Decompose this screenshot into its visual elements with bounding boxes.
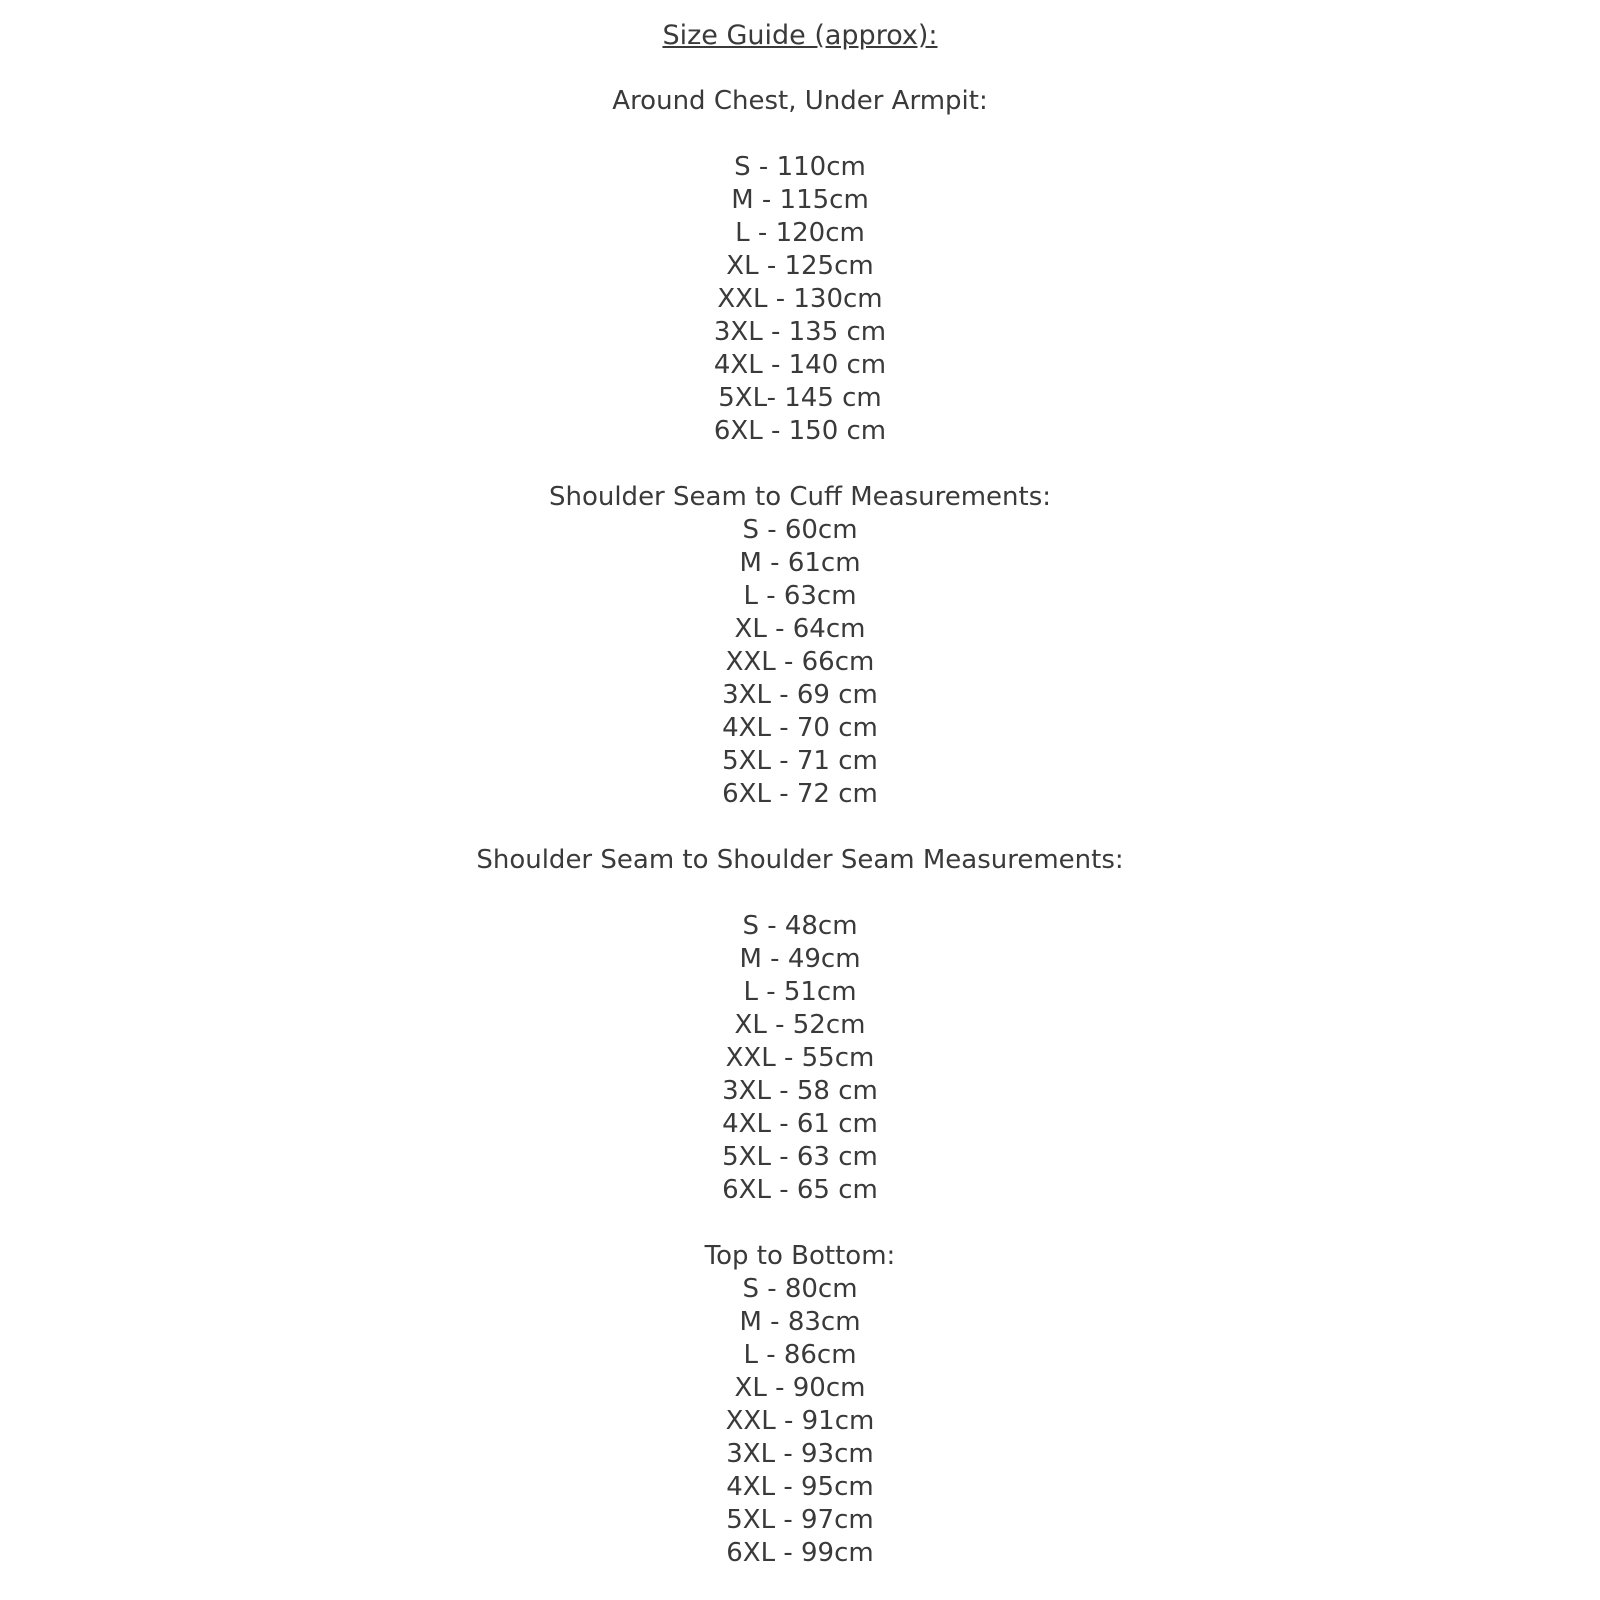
section-around-chest <box>0 85 1600 448</box>
size-line: 3XL - 93cm <box>726 1439 874 1469</box>
size-line: XL - 52cm <box>734 1010 866 1040</box>
size-line: 4XL - 61 cm <box>722 1109 878 1139</box>
size-line: 5XL - 71 cm <box>722 746 878 776</box>
size-guide-title: Size Guide (approx): <box>662 20 938 51</box>
size-line: S - 110cm <box>734 152 866 182</box>
size-line: XXL - 66cm <box>725 647 875 677</box>
size-line: 4XL - 95cm <box>726 1472 874 1502</box>
size-line: S - 60cm <box>742 515 858 545</box>
size-line: S - 80cm <box>742 1274 858 1304</box>
size-list-shoulder-to-shoulder <box>0 910 1600 1207</box>
size-line: 4XL - 140 cm <box>713 350 887 380</box>
size-line: XL - 125cm <box>726 251 874 281</box>
size-line: M - 61cm <box>739 548 861 578</box>
size-line: 6XL - 99cm <box>726 1538 874 1568</box>
size-line: S - 48cm <box>742 911 858 941</box>
size-line: XL - 90cm <box>734 1373 866 1403</box>
size-line: 6XL - 65 cm <box>722 1175 878 1205</box>
size-line: M - 83cm <box>739 1307 861 1337</box>
size-line: M - 49cm <box>739 944 861 974</box>
size-line: L - 51cm <box>743 977 857 1007</box>
size-line: XXL - 91cm <box>725 1406 875 1436</box>
size-line: XXL - 55cm <box>725 1043 875 1073</box>
section-shoulder-to-shoulder <box>0 844 1600 1207</box>
size-line: 5XL - 63 cm <box>722 1142 878 1172</box>
size-line: XL - 64cm <box>734 614 866 644</box>
size-line: 6XL - 150 cm <box>713 416 887 446</box>
size-line: 5XL- 145 cm <box>718 383 882 413</box>
size-line: 3XL - 58 cm <box>722 1076 878 1106</box>
size-line: L - 63cm <box>743 581 857 611</box>
size-line: 3XL - 69 cm <box>722 680 878 710</box>
size-line: XXL - 130cm <box>717 284 883 314</box>
section-top-to-bottom <box>0 1240 1600 1570</box>
size-line: 3XL - 135 cm <box>713 317 887 347</box>
size-line: 4XL - 70 cm <box>722 713 878 743</box>
size-list-top-to-bottom <box>0 1273 1600 1570</box>
size-line: L - 86cm <box>743 1340 857 1370</box>
size-line: 6XL - 72 cm <box>722 779 878 809</box>
size-list-around-chest <box>0 151 1600 448</box>
section-shoulder-to-cuff <box>0 481 1600 811</box>
section-heading-around-chest: Around Chest, Under Armpit: <box>612 86 988 116</box>
size-list-shoulder-to-cuff <box>0 514 1600 811</box>
size-line: M - 115cm <box>731 185 869 215</box>
section-heading-top-to-bottom: Top to Bottom: <box>704 1241 896 1271</box>
size-line: L - 120cm <box>735 218 865 248</box>
size-line: 5XL - 97cm <box>726 1505 874 1535</box>
section-heading-shoulder-to-shoulder: Shoulder Seam to Shoulder Seam Measurements: <box>476 845 1124 875</box>
section-heading-shoulder-to-cuff: Shoulder Seam to Cuff Measurements: <box>548 482 1052 512</box>
